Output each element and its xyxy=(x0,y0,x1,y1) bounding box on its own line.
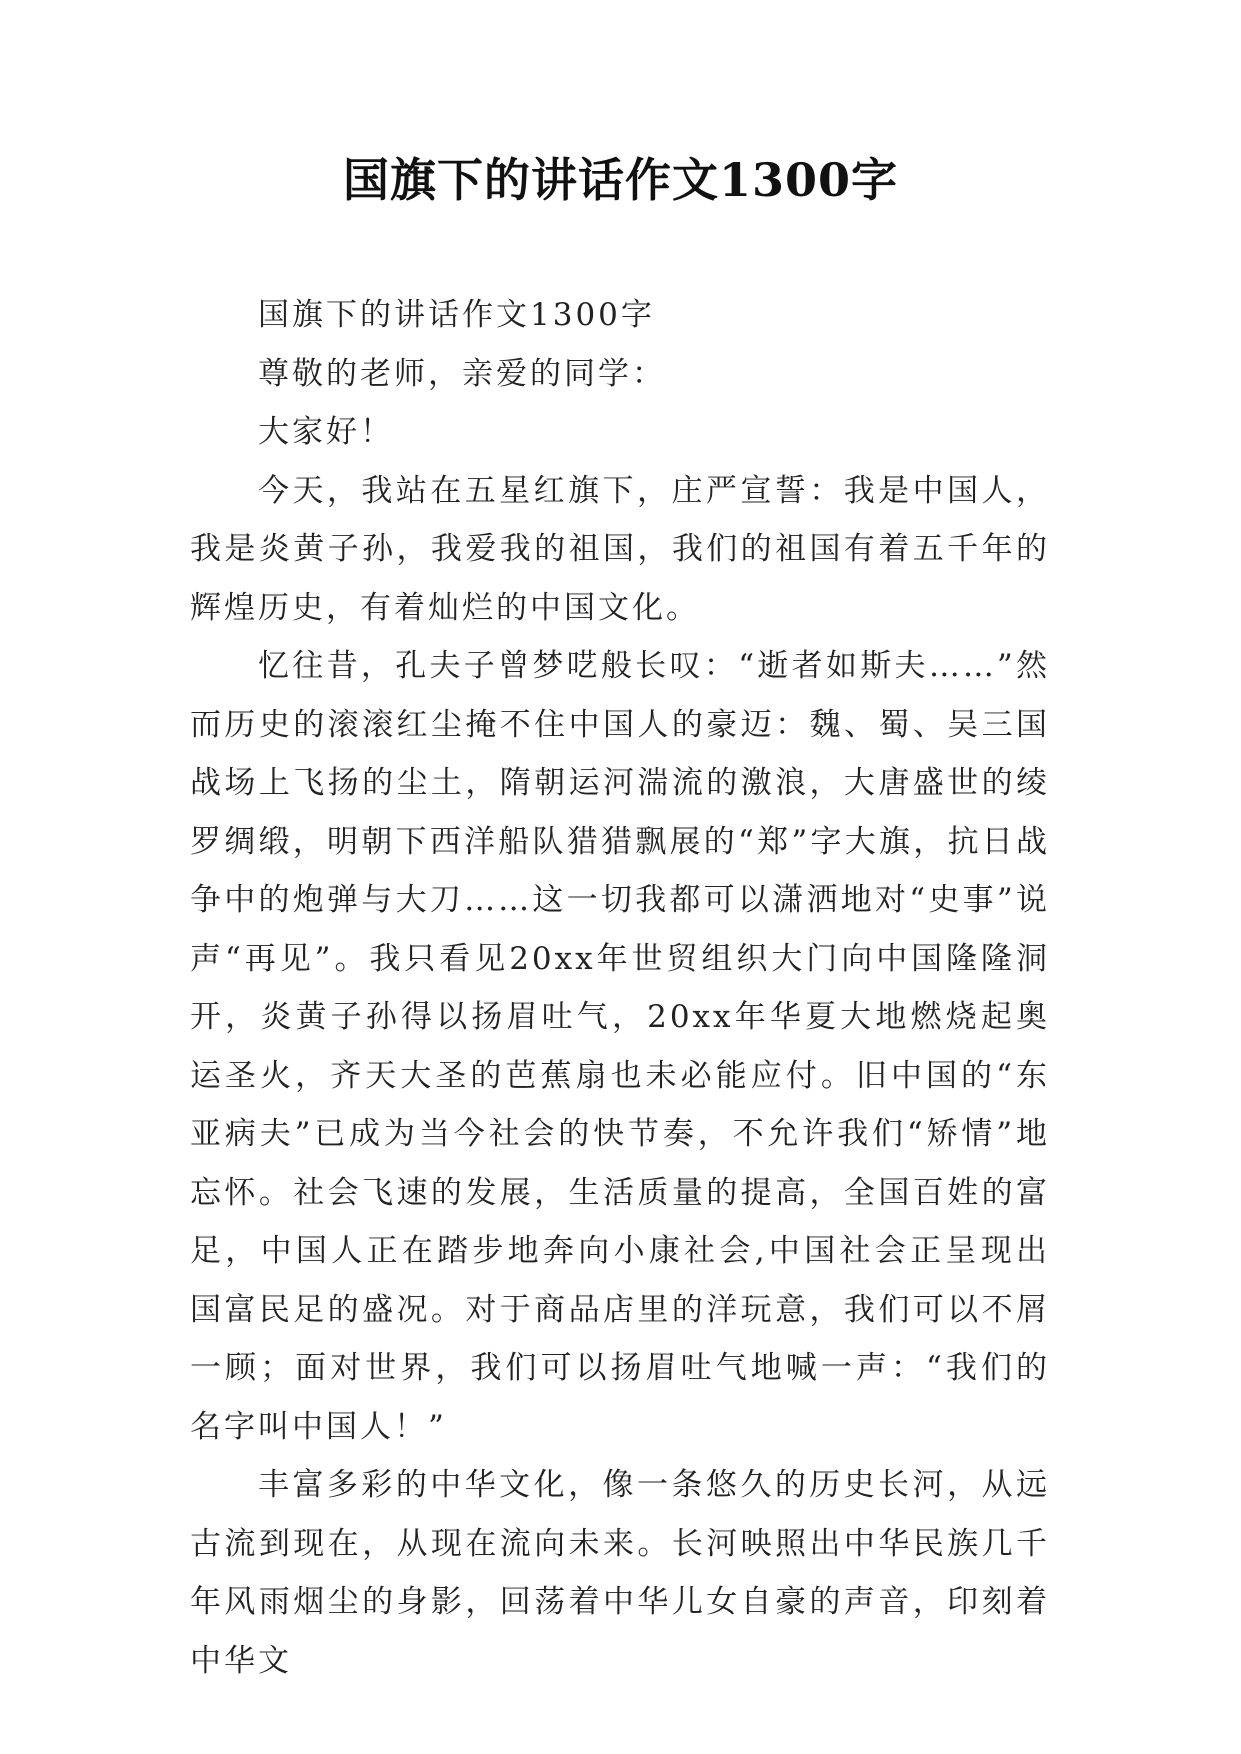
paragraph-body: 今天，我站在五星红旗下，庄严宣誓：我是中国人，我是炎黄子孙，我爱我的祖国，我们的祖国有着五千年的辉煌历史，有着灿烂的中国文化。 xyxy=(190,472,1050,626)
paragraph-body: 忆往昔，孔夫子曾梦呓般长叹：“逝者如斯夫……”然而历史的滚滚红尘掩不住中国人的豪迈：魏、蜀、吴三国战场上飞扬的尘土，隋朝运河湍流的激浪，大唐盛世的绫罗绸缎，明朝下西洋船队猎猎飘展的“郑”字大旗，抗日战争中的炮弹与大刀……这一切我都可以潇洒地对“史事”说声“再见”。我只看见20xx年世贸组织大门向中国隆隆洞开，炎黄子孙得以扬眉吐气，20xx年华夏大地燃烧起奥运圣火，齐天大圣的芭蕉扇也未必能应付。旧中国的“东亚病夫”已成为当今社会的快节奏，不允许我们“矫情”地忘怀。社会飞速的发展，生活质量的提高，全国百姓的富足，中国人正在踏步地奔向小康社会,中国社会正呈现出国富民足的盛况。对于商品店里的洋玩意，我们可以不屑一顾；面对世界，我们可以扬眉吐气地喊一声：“我们的名字叫中国人！” xyxy=(190,648,1050,1445)
document-title: 国旗下的讲话作文1300字 xyxy=(342,153,899,207)
paragraph-greeting: 大家好！ xyxy=(258,414,394,450)
paragraph-salutation: 尊敬的老师，亲爱的同学： xyxy=(258,355,666,392)
document-body xyxy=(190,286,1050,1690)
paragraph-body: 丰富多彩的中华文化，像一条悠久的历史长河，从远古流到现在，从现在流向未来。长河映照出中华民族几千年风雨烟尘的身影，回荡着中华儿女自豪的声音，印刻着中华文 xyxy=(190,1467,1050,1679)
paragraph-heading: 国旗下的讲话作文1300字 xyxy=(258,297,655,333)
